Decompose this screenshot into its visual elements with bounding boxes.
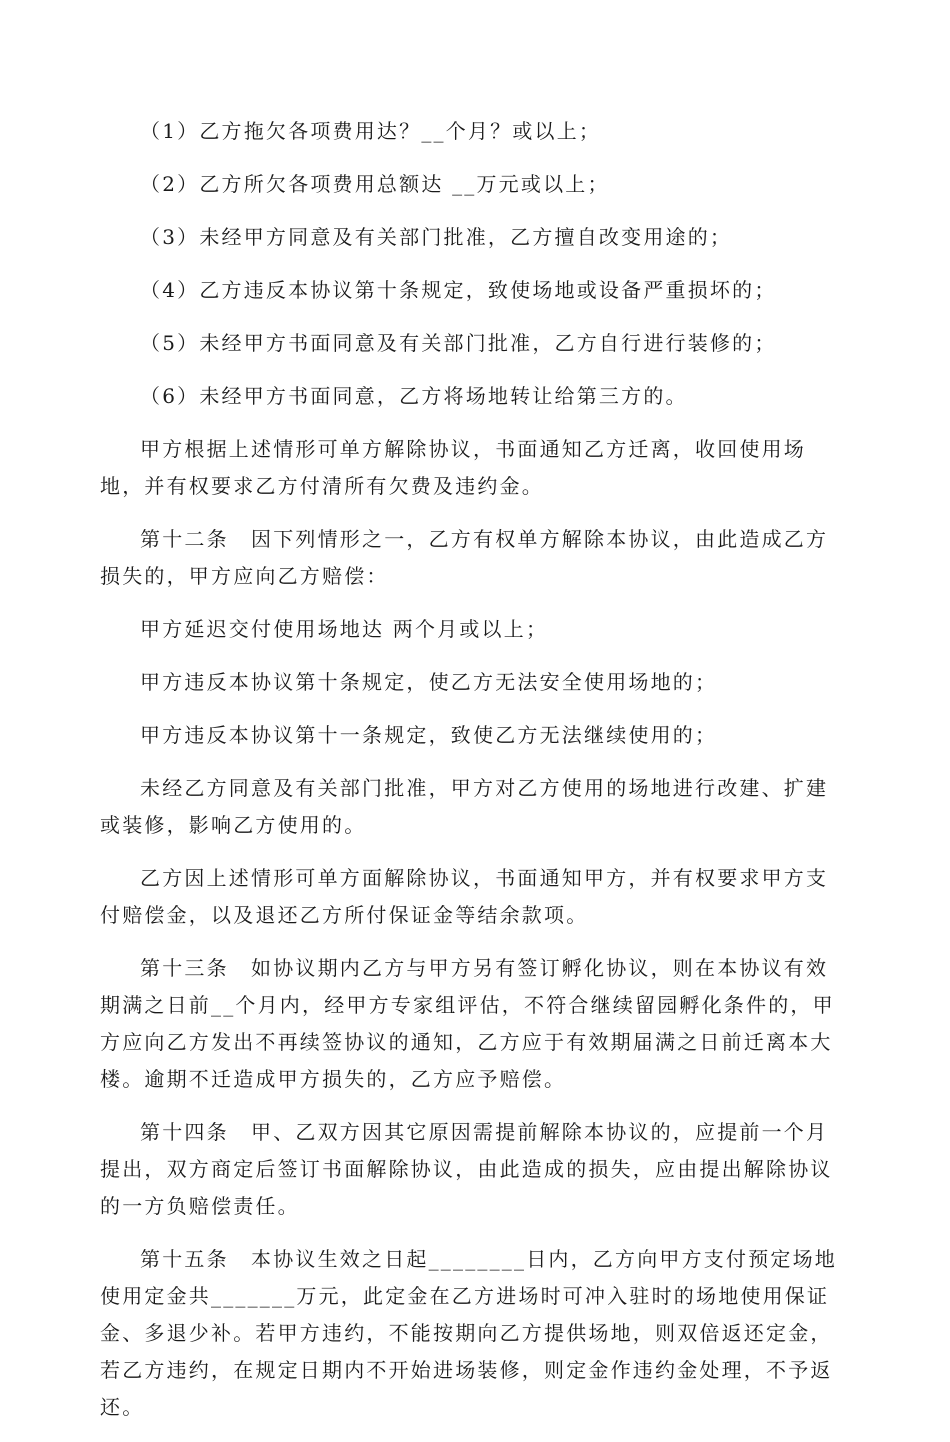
- article-12-paragraph: 第十二条 因下列情形之一，乙方有权单方解除本协议，由此造成乙方损失的，甲方应向乙方赔偿：: [100, 527, 829, 588]
- clause-item-5: （5）未经甲方书面同意及有关部门批准，乙方自行进行装修的；: [140, 331, 777, 355]
- article-13-paragraph: 第十三条 如协议期内乙方与甲方另有签订孵化协议，则在本协议有效期满之日前__个月内，经甲方专家组评估，不符合继续留园孵化条件的，甲方应向乙方发出不再续签协议的通知，乙方应于有效期届满之日前迁离本大楼。逾期不迁造成甲方损失的，乙方应予赔偿。: [100, 956, 835, 1091]
- article-12-item-4: 未经乙方同意及有关部门批准，甲方对乙方使用的场地进行改建、扩建或装修，影响乙方使用的。: [100, 776, 829, 837]
- article-12-item-1: 甲方延迟交付使用场地达 两个月或以上；: [140, 617, 549, 641]
- article-15-paragraph: 第十五条 本协议生效之日起________日内，乙方向甲方支付预定场地使用定金共_______万元，此定金在乙方进场时可冲入驻时的场地使用保证金、多退少补。若甲方违约，不能按期向乙方提供场地，则双倍返还定金，若乙方违约，在规定日期内不开始进场装修，则定金作违约金处理，不予返还。: [100, 1247, 837, 1419]
- clause-item-4: （4）乙方违反本协议第十条规定，致使场地或设备严重损坏的；: [140, 278, 777, 302]
- article-12-item-2: 甲方违反本协议第十条规定，使乙方无法安全使用场地的；: [140, 670, 718, 694]
- termination-by-party-a-paragraph: 甲方根据上述情形可单方解除协议，书面通知乙方迁离，收回使用场地，并有权要求乙方付清所有欠费及违约金。: [100, 437, 806, 498]
- document-body: [100, 113, 850, 1442]
- termination-by-party-b-paragraph: 乙方因上述情形可单方面解除协议，书面通知甲方，并有权要求甲方支付赔偿金，以及退还乙方所付保证金等结余款项。: [100, 866, 829, 927]
- clause-item-6: （6）未经甲方书面同意，乙方将场地转让给第三方的。: [140, 384, 688, 408]
- clause-item-2: （2）乙方所欠各项费用总额达 __万元或以上；: [140, 172, 610, 196]
- clause-item-3: （3）未经甲方同意及有关部门批准，乙方擅自改变用途的；: [140, 225, 733, 249]
- article-14-paragraph: 第十四条 甲、乙双方因其它原因需提前解除本协议的，应提前一个月提出，双方商定后签订书面解除协议，由此造成的损失，应由提出解除协议的一方负赔偿责任。: [100, 1120, 833, 1218]
- clause-item-1: （1）乙方拖欠各项费用达？__个月？或以上；: [140, 119, 602, 143]
- article-12-item-3: 甲方违反本协议第十一条规定，致使乙方无法继续使用的；: [140, 723, 718, 747]
